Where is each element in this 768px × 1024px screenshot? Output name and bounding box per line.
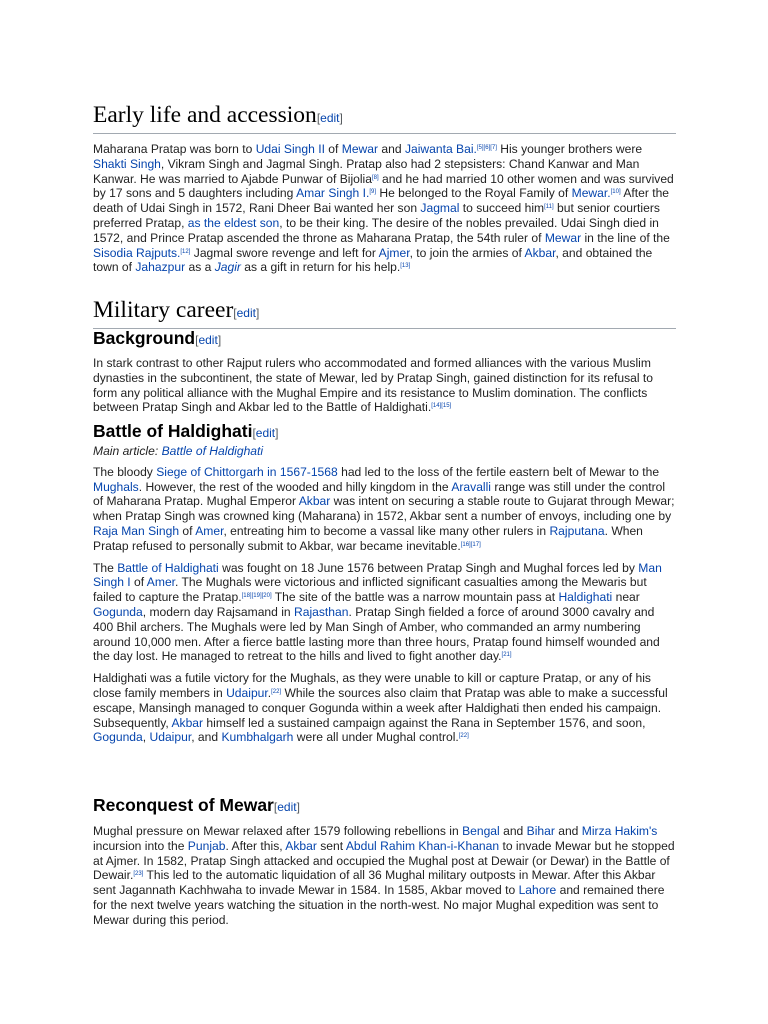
text-run: This led to the automatic liquidation of all 36 Mughal military outposts in Mewar. After this Akbar sent Jagannath Kachhwaha to invade Mewar in 1584. In 1585, Akbar moved to <box>93 868 656 898</box>
hatnote-main-article <box>93 444 676 459</box>
text-run: and <box>554 824 582 838</box>
heading-background-text: Background <box>93 328 196 348</box>
wiki-link[interactable]: Kumbhalgarh <box>221 730 294 745</box>
text-run: , <box>142 730 150 745</box>
wiki-link[interactable]: Mewar <box>544 230 582 245</box>
wiki-link[interactable]: Lahore <box>518 883 557 898</box>
wiki-link[interactable]: as the eldest son <box>187 215 280 230</box>
wiki-link[interactable]: Udaipur <box>226 685 268 700</box>
text-run: range was still under the control of Maharana Pratap. Mughal Emperor <box>93 479 666 509</box>
text-run: . After this, <box>225 838 286 853</box>
reference-link[interactable]: [14][15] <box>431 403 452 410</box>
reference-link[interactable]: [9] <box>369 189 376 196</box>
wiki-link[interactable]: Mewar. <box>571 186 611 201</box>
text-run: to invade Mewar but he stopped at Ajmer. In 1582, Pratap Singh attacked and occupied the Mughal post at Dewair (or Dewar) in the Battle of Dewair. <box>93 838 675 883</box>
paragraph-haldighati-3 <box>93 671 676 745</box>
text-run: The bloody <box>93 464 157 479</box>
edit-link-text[interactable]: edit <box>236 306 256 320</box>
wiki-link[interactable]: Abdul Rahim Khan-i-Khanan <box>345 838 500 853</box>
reference-link[interactable]: [18][19][20] <box>241 593 272 600</box>
section-military-career <box>93 297 676 329</box>
edit-link-text[interactable]: edit <box>320 111 340 125</box>
paragraph-early-life <box>93 142 676 275</box>
wiki-link[interactable]: Rajputana <box>549 523 605 538</box>
wiki-link[interactable]: Gogunda <box>93 730 143 745</box>
text-run: The <box>93 560 118 575</box>
edit-link-reconquest[interactable]: [edit] <box>273 800 300 814</box>
hatnote-prefix: Main article: <box>93 444 162 458</box>
wiki-link[interactable]: Jagir <box>214 260 241 275</box>
text-run: Jagmal swore revenge and left for <box>190 245 379 260</box>
wiki-link[interactable]: Mewar <box>341 142 379 156</box>
edit-link-early-life[interactable]: [edit] <box>316 111 343 125</box>
wiki-link[interactable]: Aravalli <box>451 479 491 494</box>
wiki-link[interactable]: Ajmer <box>378 245 410 260</box>
wiki-link[interactable]: Haldighati <box>558 590 613 605</box>
text-run: himself led a sustained campaign against the Rana in September 1576, and soon, <box>203 715 646 730</box>
text-run: . <box>267 685 272 700</box>
text-run: , to be their king. The desire of the nobles prevailed. Udai Singh died in 1572, and Prince Pratap ascended the throne as Maharana Pratap, the 54th ruler of <box>93 215 659 245</box>
paragraph-haldighati-1 <box>93 465 676 554</box>
text-run: Haldighati was a futile victory for the Mughals, as they were unable to kill or capture Pratap, or any of his close family members in <box>93 671 651 700</box>
wiki-link[interactable]: Punjab <box>187 838 226 853</box>
text-run: His younger brothers were <box>496 142 643 156</box>
text-run: of <box>130 575 147 590</box>
wiki-link[interactable]: Rajasthan <box>294 604 349 619</box>
text-run: In stark contrast to other Rajput rulers who accommodated and formed alliances with the various Muslim dynasties in the subcontinent, the state of Mewar, led by Pratap Singh, gained distinction for its refusal to form any political alliance with the Mughal Empire and its resistance to Muslim domination. The conflicts between Pratap Singh and Akbar led to the Battle of Haldighati. <box>93 356 653 415</box>
text-run: sent <box>316 838 346 853</box>
text-run: . When Pratap refused to personally submit to Akbar, war became inevitable. <box>93 523 643 553</box>
heading-reconquest-text: Reconquest of Mewar <box>93 795 274 815</box>
text-run: The site of the battle was a narrow mountain pass at <box>271 590 559 605</box>
paragraph-reconquest <box>93 824 676 928</box>
text-run: , and <box>191 730 222 745</box>
reference-link[interactable]: [10] <box>610 189 621 196</box>
text-run: as a <box>185 260 215 275</box>
text-run: near <box>612 590 640 605</box>
wiki-link[interactable]: Battle of Haldighati <box>117 560 219 575</box>
wiki-link[interactable]: Mughals <box>93 479 139 494</box>
wiki-link[interactable]: Jaiwanta Bai. <box>404 142 477 156</box>
heading-early-life-text: Early life and accession <box>93 102 317 128</box>
edit-link-military-career[interactable]: [edit] <box>233 306 260 320</box>
text-run: Maharana Pratap was born to <box>93 142 256 156</box>
heading-reconquest <box>93 794 676 818</box>
text-run: of <box>324 142 342 156</box>
reference-link[interactable]: [22] <box>458 733 469 740</box>
wiki-link[interactable]: Udaipur <box>149 730 192 745</box>
edit-link-text[interactable]: edit <box>255 426 276 440</box>
text-run: He belonged to the Royal Family of <box>376 186 572 201</box>
reference-link[interactable]: [21] <box>501 652 512 659</box>
wiki-link[interactable]: Udai Singh II <box>255 142 325 156</box>
wiki-link[interactable]: Man Singh I <box>93 560 662 590</box>
paragraph-background <box>93 356 676 415</box>
text-run: , Vikram Singh and Jagmal Singh. Pratap also had 2 stepsisters: Chand Kanwar and Man Kanwar. He was married to Ajabde Punwar of Bijolia <box>93 156 640 186</box>
text-run: and remained there for the next twelve years watching the situation in the north-west. No major Mughal expedition was sent to Mewar during this period. <box>93 883 665 927</box>
heading-military-career-text: Military career <box>93 297 234 323</box>
hatnote-link[interactable]: Battle of Haldighati <box>161 444 264 458</box>
wiki-link[interactable]: Raja Man Singh <box>93 523 180 538</box>
wiki-link[interactable]: Mirza Hakim's <box>581 824 658 838</box>
wiki-link[interactable]: Bengal <box>462 824 500 838</box>
section-reconquest <box>93 794 676 928</box>
reference-link[interactable]: [13] <box>400 263 411 270</box>
edit-link-battle[interactable]: [edit] <box>252 426 279 440</box>
text-run: and <box>378 142 405 156</box>
text-run: , modern day Rajsamand in <box>142 604 295 619</box>
reference-link[interactable]: [11] <box>544 204 554 211</box>
heading-early-life <box>93 102 676 134</box>
text-run: After the death of Udai Singh in 1572, Rani Dheer Bai wanted her son <box>93 186 670 216</box>
reference-link[interactable]: [16][17] <box>460 541 481 548</box>
reference-link[interactable]: [22] <box>271 688 282 695</box>
reference-link[interactable]: [12] <box>180 248 191 255</box>
section-early-life <box>93 102 676 275</box>
wiki-link[interactable]: Siege of Chittorgarh in 1567-1568 <box>156 464 338 479</box>
heading-battle-text: Battle of Haldighati <box>93 421 253 441</box>
wiki-link[interactable]: Jahazpur <box>135 260 186 275</box>
reference-link[interactable]: [5][6][7] <box>476 145 497 151</box>
section-battle-of-haldighati <box>93 420 676 745</box>
paragraph-haldighati-2 <box>93 561 676 665</box>
text-run: . Pratap Singh fielded a force of around 3000 cavalry and 400 Bhil archers. The Mughals were led by Man Singh of Amber, who commanded an army numbering around 10,000 men. After a fierce battle lasting more than three hours, Pratap found himself wounded and the day lost. He managed to retreat to the hills and lived to fight another day. <box>93 604 660 664</box>
text-run: Mughal pressure on Mewar relaxed after 1579 following rebellions in <box>93 824 463 838</box>
wiki-link[interactable]: Akbar <box>298 494 331 509</box>
wiki-link[interactable]: Bihar <box>526 824 555 838</box>
text-run: . The Mughals were victorious and inflicted significant casualties among the Mewaris but failed to capture the Pratap. <box>93 575 647 605</box>
text-run: and he had married 10 other women and was survived by 17 sons and 5 daughters including <box>93 171 674 201</box>
wiki-link[interactable]: Shakti Singh <box>93 156 161 171</box>
text-run: . However, the rest of the wooded and hilly kingdom in the <box>138 479 452 494</box>
heading-military-career <box>93 297 676 329</box>
text-run: While the sources also claim that Pratap was able to make a successful escape, Mansingh managed to conquer Gogunda within a week after Haldighati then ended his campaign. Subsequently, <box>93 685 668 730</box>
text-run: as a gift in return for his help. <box>240 260 401 275</box>
wiki-link[interactable]: Amer <box>195 523 224 538</box>
edit-link-text[interactable]: edit <box>277 800 297 814</box>
wiki-link[interactable]: Sisodia Rajputs. <box>93 245 181 260</box>
text-run: and <box>499 824 527 838</box>
text-run: was intent on securing a stable route to Gujarat through Mewar; when Pratap Singh was crowned king (Maharana) in 1572, Akbar sent a number of envoys, including one by <box>93 494 675 524</box>
text-run: incursion into the <box>93 838 188 853</box>
reference-link[interactable]: [23] <box>133 871 144 878</box>
wiki-link[interactable]: Amar Singh I. <box>296 186 370 201</box>
text-run: were all under Mughal control. <box>293 730 459 745</box>
text-run: , to join the armies of <box>409 245 525 260</box>
wiki-link[interactable]: Akbar <box>171 715 204 730</box>
text-run: to succeed him <box>459 201 545 216</box>
wiki-link[interactable]: Amer <box>146 575 176 590</box>
wiki-link[interactable]: Akbar <box>524 245 556 260</box>
edit-link-background[interactable]: [edit] <box>195 333 222 347</box>
text-run: was fought on 18 June 1576 between Pratap Singh and Mughal forces led by <box>218 560 639 575</box>
section-background <box>93 327 676 415</box>
text-run: of <box>179 523 196 538</box>
wiki-link[interactable]: Gogunda <box>93 604 143 619</box>
heading-background <box>93 327 676 351</box>
text-run: in the line of the <box>581 230 670 245</box>
text-run: , and obtained the town of <box>93 245 653 275</box>
reference-link[interactable]: [8] <box>371 174 379 181</box>
text-run: , entreating him to become a vassal like many other rulers in <box>223 523 550 538</box>
wiki-link[interactable]: Jagmal <box>420 201 460 216</box>
text-run: had led to the loss of the fertile eastern belt of Mewar to the <box>337 464 660 479</box>
wiki-link[interactable]: Akbar <box>285 838 317 853</box>
heading-battle-of-haldighati <box>93 420 676 444</box>
edit-link-text[interactable]: edit <box>198 333 218 347</box>
text-run: but senior courtiers preferred Pratap, <box>93 201 660 230</box>
